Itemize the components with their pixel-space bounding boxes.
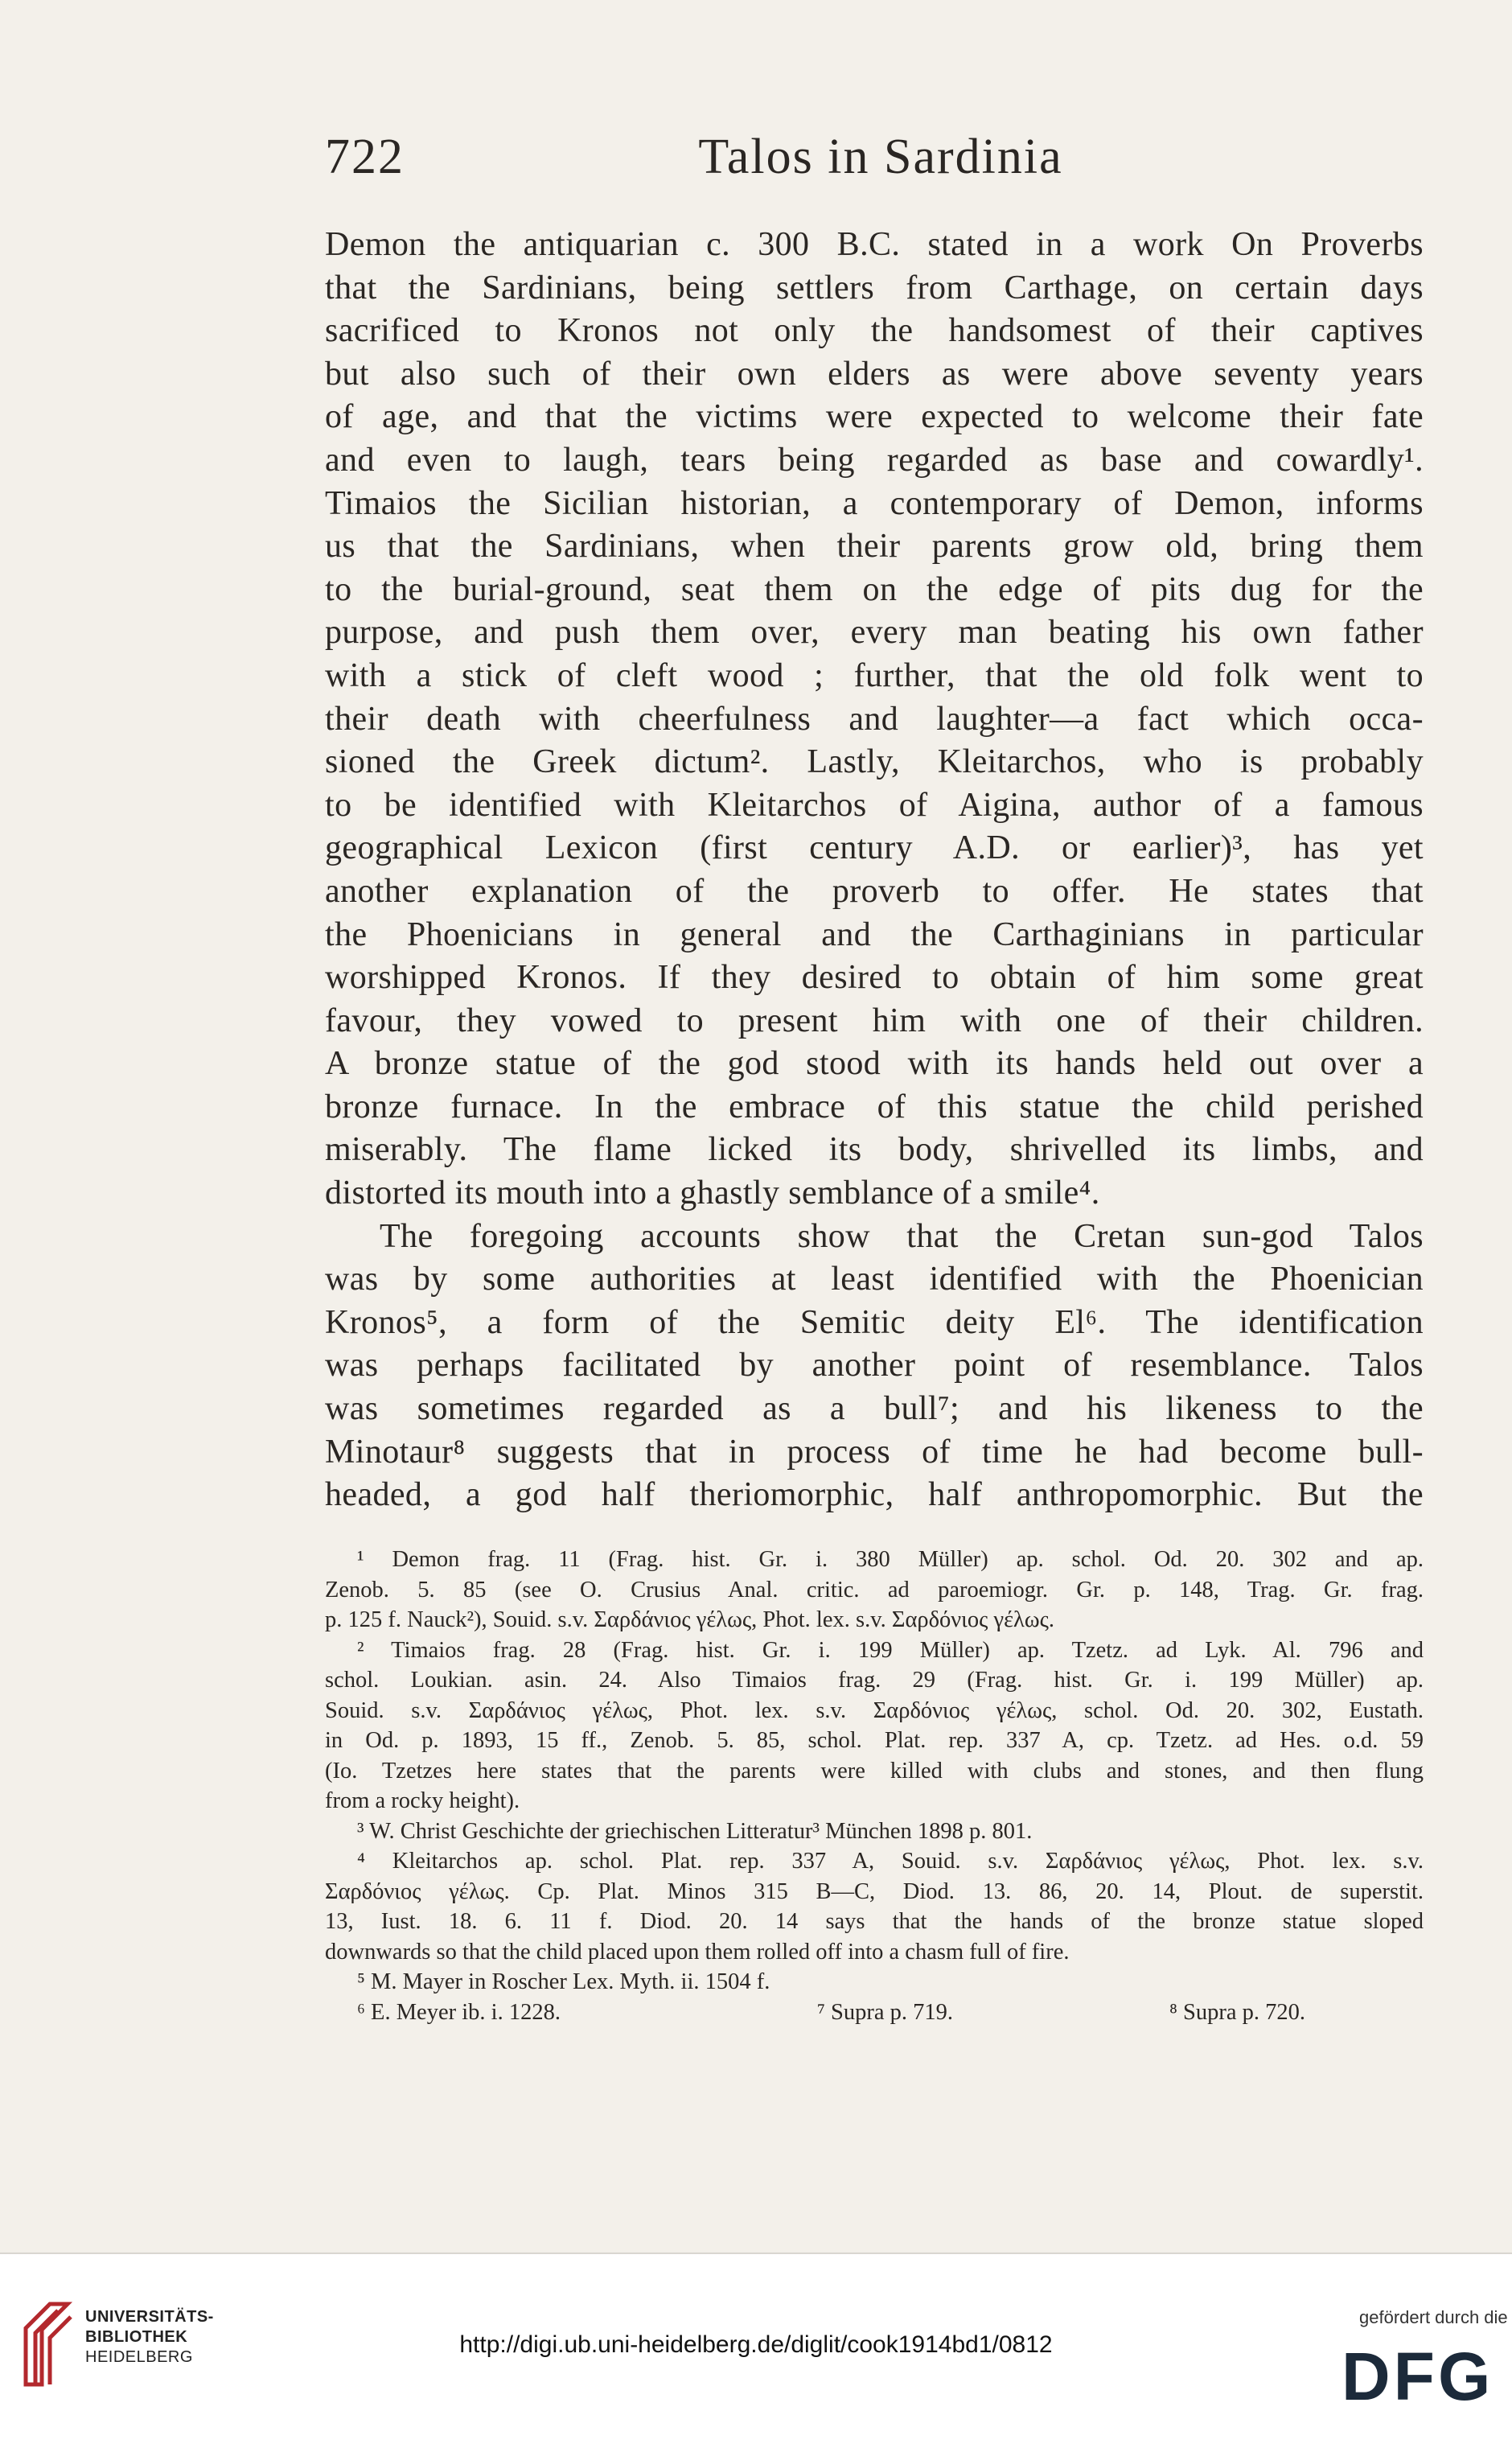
text-line: the Phoenicians in general and the Carthaginians in particular (325, 915, 1424, 953)
footnote-line: ² Timaios frag. 28 (Frag. hist. Gr. i. 199 Müller) ap. Tzetz. ad Lyk. Al. 796 and (357, 1637, 1424, 1663)
page-number: 722 (325, 130, 405, 184)
text-line: to be identified with Kleitarchos of Aigina, author of a famous (325, 786, 1424, 824)
footnote-line: ⁵ M. Mayer in Roscher Lex. Myth. ii. 1504 f. (357, 1969, 770, 1994)
footnote-line: Σαρδόνιος γέλως. Cp. Plat. Minos 315 B—C, Diod. 13. 86, 20. 14, Plout. de superstit. (325, 1878, 1424, 1904)
text-line: A bronze statue of the god stood with its hands held out over a (325, 1045, 1424, 1083)
text-line: distorted its mouth into a ghastly semblance of a smile⁴. (325, 1175, 1100, 1212)
footnote-line: p. 125 f. Nauck²), Souid. s.v. Σαρδάνιος γέλως, Phot. lex. s.v. Σαρδόνιος γέλως. (325, 1607, 1055, 1632)
footnote-6: ⁶ E. Meyer ib. i. 1228. (357, 1999, 561, 2025)
text-line: was by some authorities at least identified with the Phoenician (325, 1261, 1424, 1298)
text-line: headed, a god half theriomorphic, half anthropomorphic. But the (325, 1476, 1424, 1514)
footnote-8: ⁸ Supra p. 720. (1169, 1999, 1306, 2025)
footnote-line: downwards so that the child placed upon them rolled off into a chasm full of fire. (325, 1939, 1070, 1965)
text-line: sioned the Greek dictum². Lastly, Kleitarchos, who is probably (325, 743, 1424, 781)
text-line: miserably. The flame licked its body, shrivelled its limbs, and (325, 1131, 1424, 1169)
text-line: sacrificed to Kronos not only the handsomest of their captives (325, 312, 1424, 350)
footnote-line: Zenob. 5. 85 (see O. Crusius Anal. critic. ad paroemiogr. Gr. p. 148, Trag. Gr. frag. (325, 1577, 1424, 1603)
footnote-line: schol. Loukian. asin. 24. Also Timaios frag. 29 (Frag. hist. Gr. i. 199 Müller) ap. (325, 1668, 1424, 1693)
text-line: geographical Lexicon (first century A.D. or earlier)³, has yet (325, 829, 1424, 867)
institution-line: BIBLIOTHEK (85, 2328, 188, 2346)
text-line: another explanation of the proverb to offer. He states that (325, 872, 1424, 910)
institution-line: UNIVERSITÄTS- (85, 2308, 214, 2326)
running-title: Talos in Sardinia (698, 130, 1063, 184)
text-line: worshipped Kronos. If they desired to obtain of him some great (325, 959, 1424, 997)
footnote-line: ³ W. Christ Geschichte der griechischen Litteratur³ München 1898 p. 801. (357, 1818, 1033, 1844)
footnote-line: ⁴ Kleitarchos ap. schol. Plat. rep. 337 A, Souid. s.v. Σαρδάνιος γέλως, Phot. lex. s.v. (357, 1849, 1424, 1874)
text-line: with a stick of cleft wood ; further, that the old folk went to (325, 656, 1424, 694)
footnote-row (325, 1997, 1424, 2028)
footnote-line: (Io. Tzetzes here states that the parents were killed with clubs and stones, and then flung (325, 1758, 1424, 1784)
viewer-footer (0, 2253, 1512, 2448)
footnote-line: from a rocky height). (325, 1788, 520, 1813)
text-line: that the Sardinians, being settlers from Carthage, on certain days (325, 269, 1424, 307)
dfg-logo: DFG (1341, 2339, 1494, 2414)
text-line: Demon the antiquarian c. 300 B.C. stated in a work On Proverbs (325, 226, 1424, 263)
text-line: us that the Sardinians, when their parents grow old, bring them (325, 528, 1424, 566)
sponsor-text: gefördert durch die (1359, 2307, 1508, 2327)
footnote-line: Souid. s.v. Σαρδάνιος γέλως, Phot. lex. s.v. Σαρδόνιος γέλως, schol. Od. 20. 302, Eustath. (325, 1697, 1424, 1723)
footnotes (325, 1545, 1424, 2027)
footnote-7: ⁷ Supra p. 719. (817, 1999, 954, 2025)
text-line: bronze furnace. In the embrace of this statue the child perished (325, 1088, 1424, 1125)
text-line: to the burial-ground, seat them on the edge of pits dug for the (325, 570, 1424, 608)
text-line: Kronos⁵, a form of the Semitic deity El⁶. The identification (325, 1303, 1424, 1341)
text-line: favour, they vowed to present him with one of their children. (325, 1002, 1424, 1039)
text-line: and even to laugh, tears being regarded as base and cowardly¹. (325, 441, 1424, 479)
page-url-link[interactable]: http://digi.ub.uni-heidelberg.de/diglit/cook1914bd1/0812 (459, 2331, 1053, 2358)
footnote-line: ¹ Demon frag. 11 (Frag. hist. Gr. i. 380 Müller) ap. schol. Od. 20. 302 and ap. (357, 1547, 1424, 1572)
institution-line: HEIDELBERG (85, 2348, 193, 2366)
text-line: was perhaps facilitated by another point of resemblance. Talos (325, 1347, 1424, 1384)
text-line: their death with cheerfulness and laughter—a fact which occa- (325, 700, 1424, 738)
text-line: but also such of their own elders as were above seventy years (325, 355, 1424, 393)
page-header (325, 129, 1436, 201)
text-line: Minotaur⁸ suggests that in process of time he had become bull- (325, 1433, 1424, 1471)
footnote-line: 13, Iust. 18. 6. 11 f. Diod. 20. 14 says that the hands of the bronze statue sloped (325, 1909, 1424, 1934)
text-line: Timaios the Sicilian historian, a contemporary of Demon, informs (325, 484, 1424, 522)
text-line: was sometimes regarded as a bull⁷; and his likeness to the (325, 1390, 1424, 1428)
footnote-line: in Od. p. 1893, 15 ff., Zenob. 5. 85, schol. Plat. rep. 337 A, cp. Tzetz. ad Hes. o.d. 59 (325, 1728, 1424, 1753)
text-line: The foregoing accounts show that the Cretan sun-god Talos (380, 1217, 1424, 1255)
main-text (325, 224, 1424, 1517)
text-line: of age, and that the victims were expected to welcome their fate (325, 398, 1424, 436)
text-line: purpose, and push them over, every man beating his own father (325, 614, 1424, 652)
